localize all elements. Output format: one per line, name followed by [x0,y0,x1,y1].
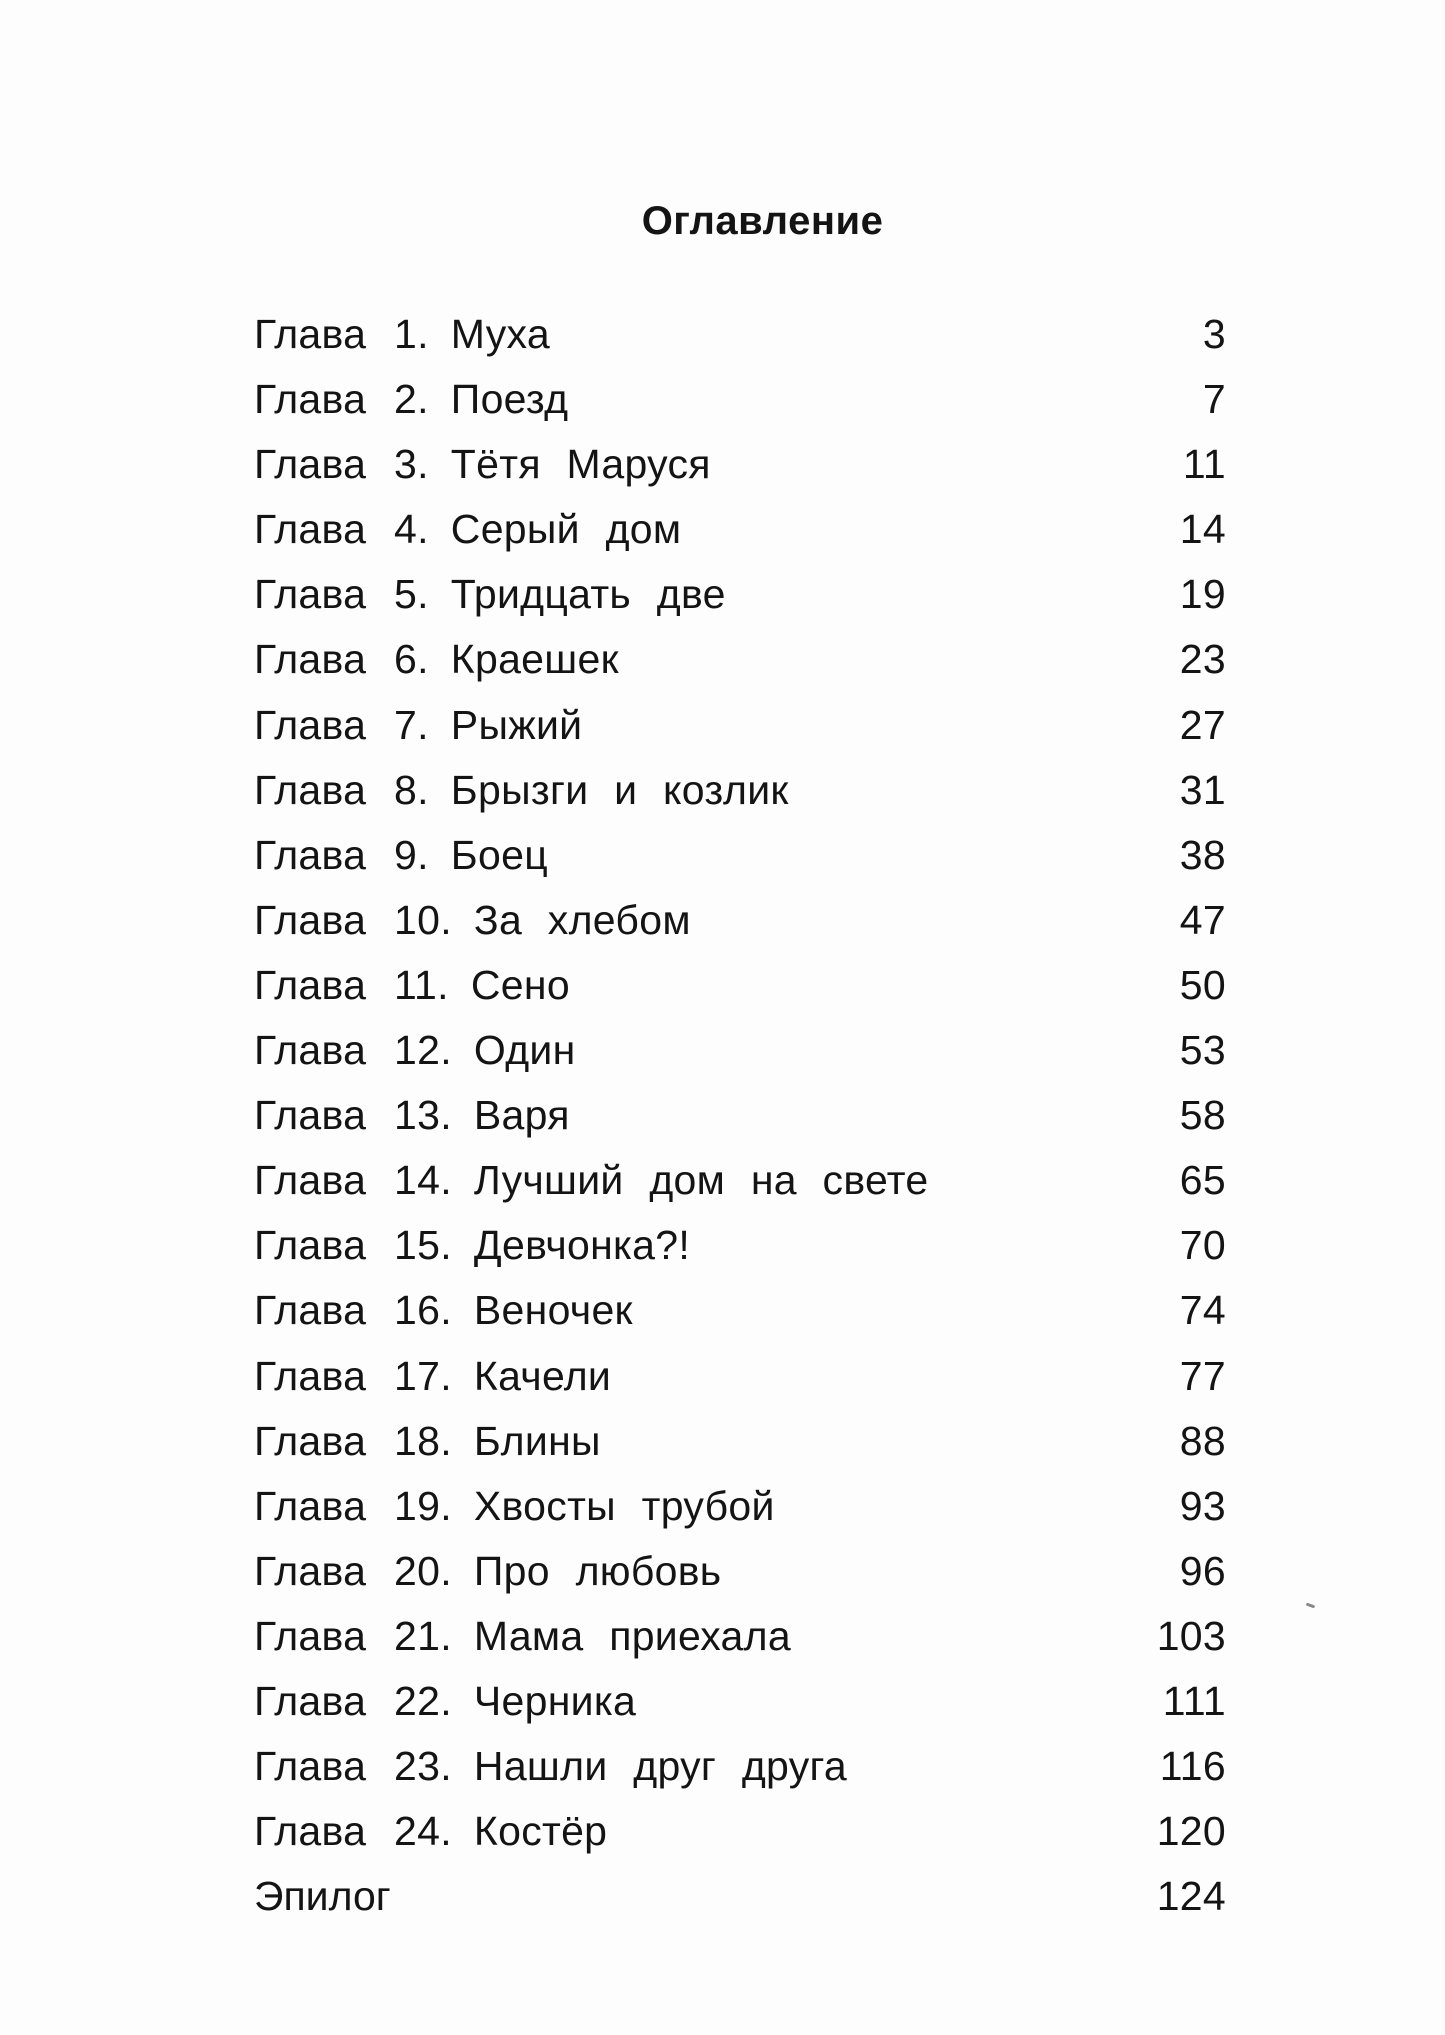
chapter-number: 4. [394,506,429,553]
chapter-number: 11. [394,961,449,1008]
toc-entry-heading [254,1678,636,1724]
page-number: 14 [1179,506,1226,553]
chapter-title: Про любовь [473,1547,722,1594]
page-number: 23 [1179,636,1226,683]
chapter-label: Глава [254,961,367,1008]
page-number: 65 [1179,1157,1226,1204]
page-number: 11 [1182,441,1226,488]
page-number: 103 [1156,1612,1226,1659]
chapter-number: 15. [394,1222,452,1269]
toc-entry-heading [254,767,789,813]
toc-entry [254,367,1226,432]
chapter-label: Глава [254,1743,367,1790]
toc-entry-heading [254,1418,601,1464]
toc-entry [254,1474,1226,1539]
chapter-number: 12. [394,1027,452,1074]
chapter-title: Боец [450,831,548,878]
chapter-title: Сено [470,961,570,1008]
chapter-title: Брызги и козлик [450,766,789,813]
chapter-title: Костёр [473,1808,608,1855]
chapter-title: Серый дом [450,506,682,553]
chapter-title: Девчонка?! [473,1222,691,1269]
chapter-label: Глава [254,636,367,683]
toc-entry-heading [254,897,691,943]
chapter-label: Глава [254,1417,367,1464]
chapter-title: Рыжий [450,701,583,748]
page-number: 70 [1179,1222,1226,1269]
chapter-number: 22. [394,1677,452,1724]
toc-entry-heading [254,311,550,357]
page-number: 96 [1179,1547,1226,1594]
chapter-number: 18. [394,1417,452,1464]
chapter-label: Глава [254,1612,367,1659]
toc-entry [254,302,1226,367]
chapter-number: 7. [394,701,429,748]
chapter-label: Глава [254,441,367,488]
chapter-label: Глава [254,376,367,423]
toc-entry-heading [254,1157,928,1203]
page-number: 7 [1202,376,1226,423]
toc-entry [254,823,1226,888]
scan-speck [1306,1603,1315,1609]
chapter-title: Качели [473,1352,612,1399]
page-number: 124 [1156,1873,1226,1920]
page-number: 3 [1202,311,1226,357]
toc-entry [254,497,1226,562]
chapter-title: Краешек [450,636,619,683]
toc-entry-heading [254,1483,775,1529]
chapter-number: 9. [394,831,429,878]
toc-entry [254,1148,1226,1213]
page-number: 19 [1179,571,1226,618]
toc-entry-heading [254,376,568,422]
toc-entry-heading [254,1222,690,1268]
toc-entry-heading [254,1027,576,1073]
page-title: Оглавление [641,198,884,243]
toc-entry [254,562,1226,627]
page-number: 58 [1179,1092,1226,1139]
chapter-label: Глава [254,1677,367,1724]
chapter-number: 24. [394,1808,452,1855]
toc-entry-heading [254,1287,633,1333]
page-number: 47 [1179,896,1226,943]
chapter-label: Глава [254,1547,367,1594]
toc-entry-heading [254,832,548,878]
page-number: 74 [1179,1287,1226,1334]
toc-entry [254,1734,1226,1799]
chapter-title: Поезд [450,376,569,423]
chapter-label: Глава [254,701,367,748]
chapter-number: 6. [394,636,429,683]
toc-entry [254,1409,1226,1474]
toc-entry-heading [254,441,711,487]
toc-entry-heading [254,1092,570,1138]
toc-entry-heading [254,1743,847,1789]
chapter-title: Веночек [473,1287,633,1334]
chapter-label: Глава [254,831,367,878]
toc-entry [254,953,1226,1018]
toc-entry [254,1213,1226,1278]
chapter-title: Черника [473,1677,637,1724]
chapter-title: Блины [473,1417,601,1464]
chapter-number: 8. [394,766,429,813]
toc-entry [254,627,1226,692]
toc-entry-epilogue [254,1864,1226,1929]
page-number: 120 [1156,1808,1226,1855]
chapter-label: Глава [254,1287,367,1334]
chapter-number: 19. [394,1482,452,1529]
toc-entry [254,758,1226,823]
page-number: 38 [1179,831,1226,878]
toc-entry-heading [254,636,619,682]
chapter-label: Глава [254,1808,367,1855]
chapter-number: 20. [394,1547,452,1594]
table-of-contents [254,302,1226,1929]
chapter-label: Глава [254,766,367,813]
chapter-title: Тётя Маруся [450,441,711,488]
chapter-label: Глава [254,1027,367,1074]
toc-entry [254,1539,1226,1604]
chapter-title: Муха [450,311,550,357]
toc-entry [254,1669,1226,1734]
toc-entry-heading [254,506,681,552]
chapter-label: Глава [254,896,367,943]
toc-entry-heading [254,1808,607,1854]
page-number: 27 [1179,701,1226,748]
page-number: 88 [1179,1417,1226,1464]
chapter-number: 17. [394,1352,452,1399]
epilogue-title: Эпилог [254,1873,391,1920]
chapter-number: 21. [394,1612,452,1659]
chapter-label: Глава [254,506,367,553]
chapter-title: Один [473,1027,576,1074]
chapter-title: Варя [473,1092,570,1139]
chapter-label: Глава [254,1482,367,1529]
toc-entry [254,888,1226,953]
page-number: 116 [1159,1743,1226,1790]
toc-entry [254,1083,1226,1148]
page-number: 53 [1179,1027,1226,1074]
chapter-title: Нашли друг друга [473,1743,847,1790]
toc-entry-heading [254,702,582,748]
chapter-number: 16. [394,1287,452,1334]
toc-entry [254,1278,1226,1343]
chapter-title: Мама приехала [473,1612,791,1659]
chapter-label: Глава [254,1092,367,1139]
chapter-number: 1. [394,311,429,357]
chapter-title: За хлебом [473,896,691,943]
toc-entry-heading [254,962,570,1008]
chapter-title: Хвосты трубой [473,1482,775,1529]
toc-entry-heading [254,571,726,617]
toc-entry [254,1604,1226,1669]
toc-entry [254,1018,1226,1083]
page-number: 50 [1179,961,1226,1008]
toc-entry-heading [254,1353,611,1399]
page-number: 77 [1179,1352,1226,1399]
chapter-title: Тридцать две [450,571,726,618]
chapter-title: Лучший дом на свете [473,1157,929,1204]
chapter-number: 13. [394,1092,452,1139]
chapter-number: 5. [394,571,429,618]
chapter-label: Глава [254,1352,367,1399]
page-number: 111 [1162,1677,1226,1724]
toc-entry [254,1799,1226,1864]
page-number: 93 [1179,1482,1226,1529]
toc-entry [254,1344,1226,1409]
chapter-number: 23. [394,1743,452,1790]
chapter-number: 10. [394,896,452,943]
chapter-label: Глава [254,1222,367,1269]
chapter-label: Глава [254,1157,367,1204]
chapter-number: 3. [394,441,429,488]
chapter-number: 2. [394,376,429,423]
toc-entry [254,432,1226,497]
toc-entry-heading [254,1613,791,1659]
page-number: 31 [1179,766,1226,813]
chapter-label: Глава [254,311,367,357]
chapter-number: 14. [394,1157,452,1204]
toc-entry-heading [254,1548,721,1594]
chapter-label: Глава [254,571,367,618]
toc-entry [254,693,1226,758]
